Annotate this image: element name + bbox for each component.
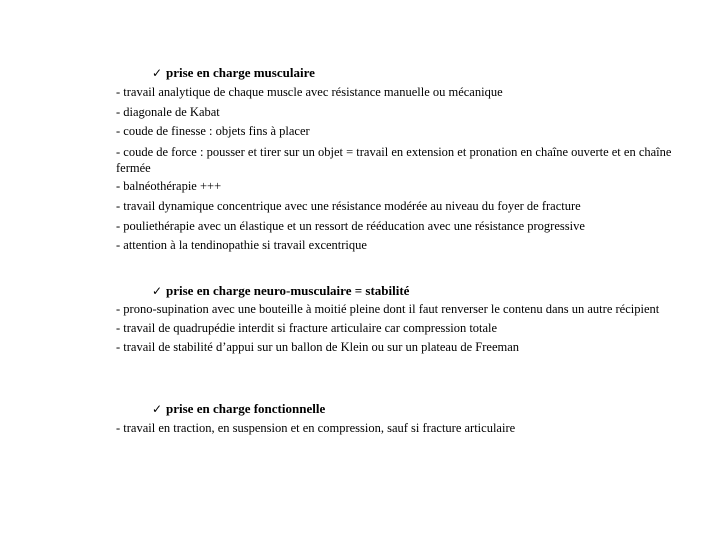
list-item: - coude de force : pousser et tirer sur un objet = travail en extension et pronation en chaîne ouverte et en chaîne fermée bbox=[116, 144, 672, 175]
heading-text: prise en charge neuro-musculaire = stabilité bbox=[166, 283, 410, 298]
list-item: - travail dynamique concentrique avec une résistance modérée au niveau du foyer de fracture bbox=[116, 198, 581, 213]
list-item: - travail de stabilité d’appui sur un ballon de Klein ou sur un plateau de Freeman bbox=[116, 340, 520, 355]
list-item: - balnéothérapie +++ bbox=[116, 179, 222, 194]
item-list bbox=[116, 83, 676, 256]
section-musculaire bbox=[116, 65, 676, 256]
list-item: - travail analytique de chaque muscle avec résistance manuelle ou mécanique bbox=[116, 85, 503, 99]
list-item: - pouliethérapie avec un élastique et un ressort de rééducation avec une résistance progressive bbox=[116, 218, 585, 233]
section-heading bbox=[116, 65, 676, 81]
list-item: - attention à la tendinopathie si travail excentrique bbox=[116, 238, 367, 253]
section-neuro-musculaire bbox=[116, 283, 676, 358]
heading-text: prise en charge musculaire bbox=[166, 65, 315, 80]
list-item: - travail de quadrupédie interdit si fracture articulaire car compression totale bbox=[116, 320, 498, 335]
checkmark-icon: ✓ bbox=[152, 402, 163, 416]
heading-text: prise en charge fonctionnelle bbox=[166, 401, 326, 416]
checkmark-icon: ✓ bbox=[152, 66, 163, 80]
list-item: - diagonale de Kabat bbox=[116, 104, 220, 119]
list-item: - coude de finesse : objets fins à placer bbox=[116, 124, 310, 139]
checkmark-icon: ✓ bbox=[152, 284, 163, 298]
item-list bbox=[116, 301, 676, 358]
section-fonctionnelle bbox=[116, 401, 676, 439]
list-item: - prono-supination avec une bouteille à moitié pleine dont il faut renverser le contenu dans un autre récipient bbox=[116, 302, 660, 316]
section-heading bbox=[116, 283, 676, 299]
list-item: - travail en traction, en suspension et en compression, sauf si fracture articulaire bbox=[116, 421, 516, 435]
section-heading bbox=[116, 401, 676, 417]
item-list bbox=[116, 419, 676, 439]
